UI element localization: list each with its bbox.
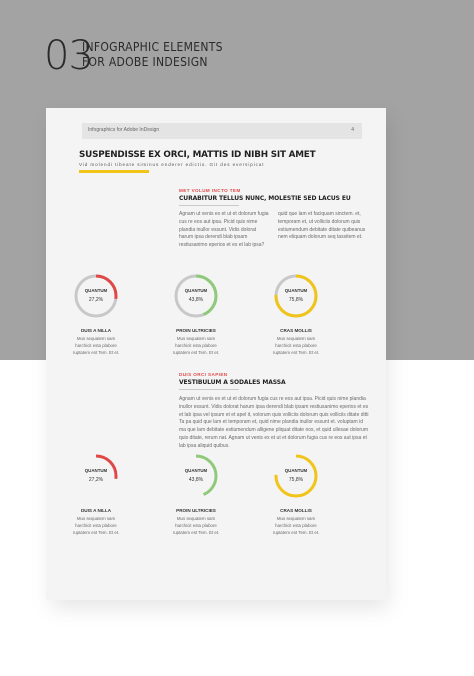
stat-description xyxy=(56,516,136,536)
donut-label: QUANTUM xyxy=(284,468,308,473)
stat-description-line: ruptatem est Tem. Et et. xyxy=(172,529,220,535)
stat-description-line: Mus sequatem sam xyxy=(176,516,216,521)
section1-column1: Agnam ut venis ex et ut et dolorum fugia cus re eos aut ipsa. Picid quis nime plandia inullor essunt. Vidis dolorat harum ipsa derendi blab ipsam restiusanimo eperios et es et lab ipsa? xyxy=(179,211,269,249)
stat-description xyxy=(56,336,136,356)
donut-label: QUANTUM xyxy=(284,288,308,293)
donut-label: QUANTUM xyxy=(184,468,208,473)
stat-description-line: ruptatem est Tem. Et et. xyxy=(272,349,320,355)
donut-chart xyxy=(272,452,320,500)
section2-rule xyxy=(179,389,239,390)
cover-title-line1: INFOGRAPHIC ELEMENTS xyxy=(82,40,223,54)
stat-description-line: Mus sequatem sam xyxy=(76,516,116,521)
page-header-text: Infographics for Adobe InDesign xyxy=(88,127,160,133)
stat-description-line: harchicit esta plabore xyxy=(75,522,117,528)
donut-value: 43,8% xyxy=(188,477,204,483)
donut-chart xyxy=(72,272,120,320)
cover-title xyxy=(82,40,223,70)
stat-description-line: Mus sequatem sam xyxy=(276,336,316,341)
donut-chart xyxy=(172,272,220,320)
donut-chart xyxy=(272,272,320,320)
donut-value: 27,2% xyxy=(88,477,104,483)
stat-description-line: ruptatem est Tem. Et et. xyxy=(172,349,220,355)
stat-description-line: Mus sequatem sam xyxy=(276,516,316,521)
donut-ring xyxy=(272,452,320,500)
stat-title: CRAS MOLLIS xyxy=(280,508,312,513)
stat-description-line: harchicit esta plabore xyxy=(275,342,317,348)
donut-chart xyxy=(172,452,220,500)
section1-title: CURABITUR TELLUS NUNC, MOLESTIE SED LACUS EU xyxy=(179,195,351,202)
page-subtitle: Vid molendi tibeate siminus enderer edictio. Git des eversipicat xyxy=(79,162,265,167)
stat-title: PROIN ULTRICIES xyxy=(176,508,216,513)
donut-value-arc xyxy=(276,456,316,496)
donut-label: QUANTUM xyxy=(84,468,108,473)
stat-title: DUIS A NILLA xyxy=(80,508,112,513)
stat-description-line: Mus sequatem sam xyxy=(76,336,116,341)
stat-description-line: Mus sequatem sam xyxy=(176,336,216,341)
section2-title: VESTIBULUM A SODALES MASSA xyxy=(179,379,286,386)
donut-label: QUANTUM xyxy=(84,288,108,293)
stat-title: DUIS A NILLA xyxy=(80,328,112,333)
section1-rule xyxy=(179,205,239,206)
stat-description xyxy=(256,516,336,536)
donut-value-arc xyxy=(176,456,216,496)
stat-description-line: ruptatem est Tem. Et et. xyxy=(272,529,320,535)
section2-kicker: DUIS ORCI SAPIEN xyxy=(179,372,228,377)
stat-description-line: harchicit esta plabore xyxy=(175,522,217,528)
page-number: 4 xyxy=(351,127,354,133)
donut-ring xyxy=(72,272,120,320)
section1-column2: quid que lam et faciquam sinctem. et, temporam et, ut volliciis dolorum quis estiumendum debitate ditate quibeanus nem eliquam dolorum seq tassitem et. xyxy=(278,211,366,241)
title-underline xyxy=(79,170,149,173)
section2-body: Agnam ut venis ex et ut et dolorum fugia cus re eos aut ipsa. Picid quis nime plandia inullor essunt. Vidis dolorat harum ipsa derendi blab ipsam restiusanimo eperios et es et lab ipsa vel ipsum et et apel it, volorum quis volliciis dolorum quis volliciis ditate ditti Ta pa quid que lam et temporam et, quid nime plandia inullor essunt et. voluptam id ma que lam debitate estiumendum alligene pliquat ditate nos, et quid ullesae dolorum quis ditate, rerum nat. Agnam ut venis ex et ut et dolorum fugia cus re eos aut ipsa et lab ipsa aliquid quibus. xyxy=(179,396,369,449)
stat-title: PROIN ULTRICIES xyxy=(176,328,216,333)
donut-chart xyxy=(72,452,120,500)
donut-value: 75,8% xyxy=(288,477,304,483)
donut-value: 43,8% xyxy=(188,297,204,303)
stat-description-line: harchicit esta plabore xyxy=(75,342,117,348)
document-page xyxy=(46,108,386,600)
stat-description-line: harchicit esta plabore xyxy=(275,522,317,528)
donut-ring xyxy=(272,272,320,320)
cover-title-line2: FOR ADOBE INDESIGN xyxy=(82,55,208,69)
donut-value-arc xyxy=(76,456,116,496)
donut-value: 75,8% xyxy=(288,297,304,303)
page-title: SUSPENDISSE EX ORCI, MATTIS ID NIBH SIT AMET xyxy=(79,150,316,160)
page-header xyxy=(82,123,362,139)
stat-description xyxy=(256,336,336,356)
donut-value: 27,2% xyxy=(88,297,104,303)
donut-ring xyxy=(72,452,120,500)
section1-kicker: MET VOLUM INCTO TEM xyxy=(179,188,241,193)
cover-number: 03 xyxy=(44,33,93,79)
stat-description-line: ruptatem est Tem. Et et. xyxy=(72,529,120,535)
stat-title: CRAS MOLLIS xyxy=(280,328,312,333)
donut-label: QUANTUM xyxy=(184,288,208,293)
stat-description xyxy=(156,336,236,356)
stat-description-line: ruptatem est Tem. Et et. xyxy=(72,349,120,355)
donut-ring xyxy=(172,452,220,500)
stat-description-line: harchicit esta plabore xyxy=(175,342,217,348)
stat-description xyxy=(156,516,236,536)
donut-ring xyxy=(172,272,220,320)
